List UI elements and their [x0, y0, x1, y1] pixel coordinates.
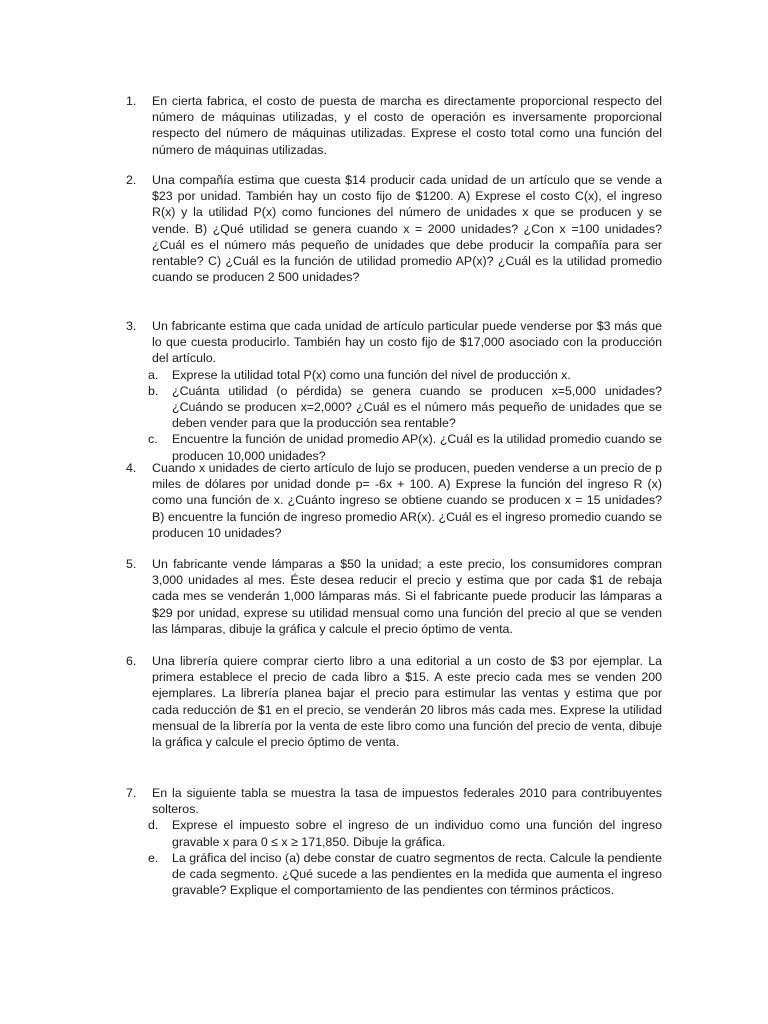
- subitem-text: Exprese el impuesto sobre el ingreso de un individuo como una función del ingreso gravable x para 0 ≤ x ≥ 171,850. Dibuje la gráfica.: [172, 818, 662, 849]
- subitem-text: ¿Cuánta utilidad (o pérdida) se genera cuando se producen x=5,000 unidades? ¿Cuándo se producen x=2,000? ¿Cuál es el número más pequeño de unidades que se deben vender para que la producción sea rentable?: [172, 383, 662, 431]
- subitem-c: [148, 431, 662, 463]
- question-7: [126, 785, 662, 898]
- question-text: Cuando x unidades de cierto artículo de lujo se producen, pueden venderse a un precio de p miles de dólares por unidad donde p= -6x + 100. A) Exprese la función del ingreso R (x) como una función de x. ¿Cuánto ingreso se obtiene cuando se producen x = 15 unidades? B) encuentre la función de ingreso promedio AR(x). ¿Cuál es el ingreso promedio cuando se producen 10 unidades?: [152, 461, 662, 540]
- subitem-b: [148, 383, 662, 432]
- question-4: [126, 460, 662, 541]
- question-text: Un fabricante estima que cada unidad de artículo particular puede venderse por $3 más que lo que cuesta producirlo. También hay un costo fijo de $17,000 asociado con la producción del artículo.: [152, 319, 662, 366]
- subitem-letter: d.: [148, 818, 159, 833]
- subitem-letter: c.: [148, 432, 158, 447]
- question-number: 1.: [126, 94, 137, 108]
- question-3: [126, 318, 662, 464]
- question-2: [126, 172, 662, 285]
- subitem-text: Encuentre la función de unidad promedio AP(x). ¿Cuál es la utilidad promedio cuando se producen 10,000 unidades?: [172, 432, 662, 463]
- question-number: 5.: [126, 557, 137, 571]
- subitem-text: La gráfica del inciso (a) debe constar de cuatro segmentos de recta. Calcule la pendiente de cada segmento. ¿Qué sucede a las pendientes en la medida que aumenta el ingreso gravable? Explique el comportamiento de las pendientes con términos prácticos.: [172, 850, 662, 898]
- question-text: Un fabricante vende lámparas a $50 la unidad; a este precio, los consumidores compran 3,000 unidades al mes. Éste desea reducir el precio y estima que por cada $1 de rebaja cada mes se venderán 1,000 lámparas más. Si el fabricante puede producir las lámparas a $29 por unidad, exprese su utilidad mensual como una función del precio al que se venden las lámparas, dibuje la gráfica y calcule el precio óptimo de venta.: [152, 557, 662, 636]
- question-number: 2.: [126, 173, 137, 187]
- question-number: 3.: [126, 319, 137, 333]
- subitem-d: [148, 817, 662, 849]
- question-5: [126, 556, 662, 637]
- question-1: [126, 93, 662, 158]
- subitem-text: Exprese la utilidad total P(x) como una función del nivel de producción x.: [172, 367, 571, 382]
- subitem-letter: b.: [148, 383, 159, 398]
- question-text: En la siguiente tabla se muestra la tasa de impuestos federales 2010 para contribuyentes solteros.: [152, 786, 662, 817]
- question-number: 6.: [126, 654, 137, 668]
- question-text: En cierta fabrica, el costo de puesta de marcha es directamente proporcional respecto del número de máquinas utilizadas, y el costo de operación es inversamente proporcional respecto del número de máquinas utilizadas. Exprese el costo total como una función del número de máquinas utilizadas.: [152, 94, 662, 157]
- question-number: 7.: [126, 786, 137, 800]
- subitem-a: [148, 367, 662, 383]
- question-text: Una compañía estima que cuesta $14 producir cada unidad de un artículo que se vende a $23 por unidad. También hay un costo fijo de $1200. A) Exprese el costo C(x), el ingreso R(x) y la utilidad P(x) como funciones del número de unidades x que se producen y se vende. B) ¿Qué utilidad se genera cuando x = 2000 unidades? ¿Con x =100 unidades? ¿Cuál es el número más pequeño de unidades que debe producir la compañía para ser rentable? C) ¿Cuál es la función de utilidad promedio AP(x)? ¿Cuál es la utilidad promedio cuando se producen 2 500 unidades?: [152, 173, 662, 285]
- question-text: Una librería quiere comprar cierto libro a una editorial a un costo de $3 por ejemplar. La primera establece el precio de cada libro a $15. A este precio cada mes se venden 200 ejemplares. La librería planea bajar el precio para estimular las ventas y estima que por cada reducción de $1 en el precio, se venderán 20 libros más cada mes. Exprese la utilidad mensual de la librería por la venta de este libro como una función del precio de venta, dibuje la gráfica y calcule el precio óptimo de venta.: [152, 654, 662, 750]
- subitem-letter: e.: [148, 850, 159, 865]
- question-number: 4.: [126, 461, 137, 475]
- subitem-letter: a.: [148, 367, 159, 382]
- question-6: [126, 653, 662, 750]
- subitem-e: [148, 850, 662, 899]
